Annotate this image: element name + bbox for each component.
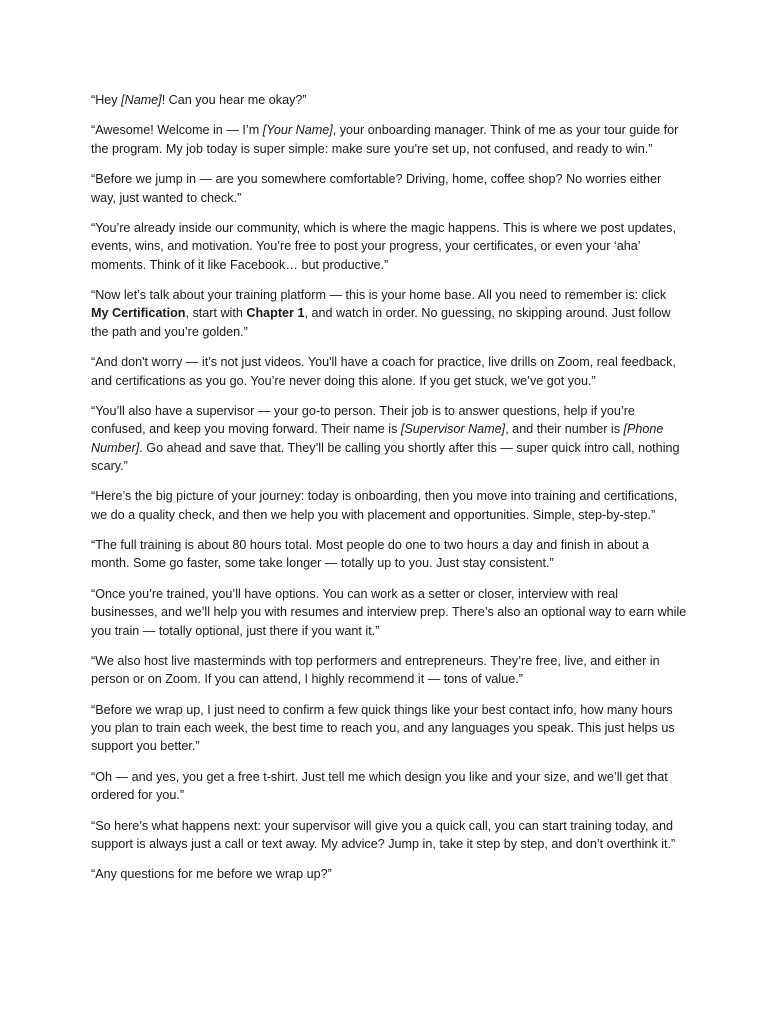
paragraph <box>91 652 687 689</box>
paragraph-text: “Oh — and yes, you get a free t-shirt. Just tell me which design you like and your size, and we’ll get that ordered for you.” <box>91 769 668 803</box>
paragraph <box>91 585 687 640</box>
paragraph <box>91 402 687 475</box>
paragraph <box>91 286 687 341</box>
paragraph <box>91 817 687 854</box>
paragraph <box>91 536 687 573</box>
paragraph <box>91 768 687 805</box>
paragraph <box>91 121 687 158</box>
placeholder-text: [Supervisor Name] <box>400 422 506 437</box>
placeholder-text: [Phone Number] <box>91 422 664 455</box>
paragraph-text: “Hey <box>91 93 122 107</box>
paragraph <box>91 701 687 756</box>
emphasis-text: My Certification <box>91 306 186 321</box>
paragraph-text: “Before we wrap up, I just need to confirm a few quick things like your best contact info, how many hours you plan to train each week, the best time to reach you, and any languages you speak. This just helps us support you better.” <box>91 702 675 754</box>
paragraph <box>91 219 687 274</box>
paragraph-text: , your onboarding manager. Think of me as your tour guide for the program. My job today is super simple: make sure you’re set up, not confused, and ready to win.” <box>91 123 679 156</box>
placeholder-text: [Your Name] <box>262 123 333 138</box>
paragraph-text: , start with <box>185 306 247 321</box>
paragraph-text: “Once you’re trained, you’ll have options. You can work as a setter or closer, interview with real businesses, and we’ll help you with resumes and interview prep. There’s also an optional way to earn while you train — totally optional, just there if you want it.” <box>91 586 687 638</box>
paragraph-text: “Now let’s talk about your training platform — this is your home base. All you need to remember is: click <box>91 288 667 303</box>
paragraph <box>91 170 687 207</box>
paragraph-text: , and watch in order. No guessing, no skipping around. Just follow the path and you’re golden.” <box>91 306 671 339</box>
paragraph-text: “Here’s the big picture of your journey: today is onboarding, then you move into training and certifications, we do a quality check, and then we help you with placement and opportunities. Simple, step-by-step.” <box>91 489 678 522</box>
paragraph-text: “And don't worry — it’s not just videos. You'll have a coach for practice, live drills on Zoom, real feedback, and certifications as you go. You’re never doing this alone. If you get stuck, we’ve got you.” <box>91 355 676 388</box>
paragraph-text: “Any questions for me before we wrap up?” <box>91 867 332 882</box>
paragraph-text: , and their number is <box>505 422 624 437</box>
paragraph-text: “You’re already inside our community, which is where the magic happens. This is where we post updates, events, wins, and motivation. You’re free to post your progress, your certificates, or even your ‘aha’ moments. Think of it like Facebook… but productive.” <box>91 221 676 272</box>
paragraph-text: “The full training is about 80 hours total. Most people do one to two hours a day and finish in about a month. Some go faster, some take longer — totally up to you. Just stay consistent.” <box>91 538 649 571</box>
paragraph-text: “We also host live masterminds with top performers and entrepreneurs. They’re free, live, and either in person or on Zoom. If you can attend, I highly recommend it — tons of value.” <box>91 654 660 687</box>
paragraph-text: “Awesome! Welcome in — I’m <box>91 123 263 138</box>
paragraph-text: “So here’s what happens next: your supervisor will give you a quick call, you can start training today, and support is always just a call or text away. My advice? Jump in, take it step by step, and don’t overthink it.” <box>91 818 676 851</box>
emphasis-text: Chapter 1 <box>246 306 305 321</box>
placeholder-text: [Name] <box>121 93 162 107</box>
paragraph <box>91 487 687 524</box>
paragraph <box>91 353 687 390</box>
paragraph-text: “You’ll also have a supervisor — your go-to person. Their job is to answer questions, help if you’re confused, and keep you moving forward. Their name is <box>91 403 635 437</box>
paragraph <box>91 91 687 109</box>
paragraph-text: ! Can you hear me okay?” <box>161 93 307 107</box>
paragraph <box>91 865 687 883</box>
paragraph-text: . Go ahead and save that. They’ll be calling you shortly after this — super quick intro call, nothing scary.” <box>91 440 680 473</box>
document-body <box>91 91 687 884</box>
paragraph-text: “Before we jump in — are you somewhere comfortable? Driving, home, coffee shop? No worries either way, just wanted to check.” <box>91 172 662 205</box>
